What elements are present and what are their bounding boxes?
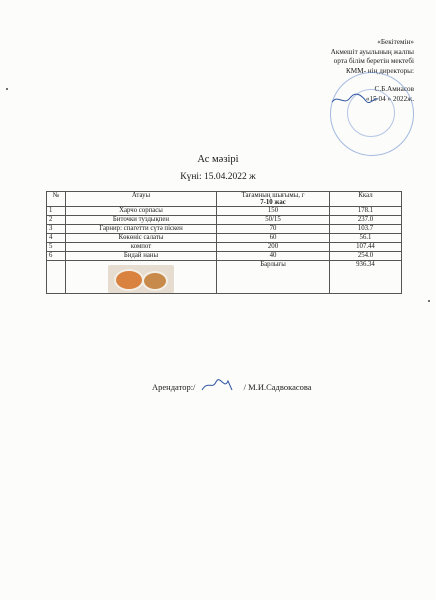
row-name: Биточки туздықпен: [66, 216, 217, 225]
row-amount: 40: [217, 252, 330, 261]
row-name: Харчо сорпасы: [66, 207, 217, 216]
table-row: [47, 234, 402, 243]
food-photo-cell: [66, 261, 217, 294]
row-name: компот: [66, 243, 217, 252]
approval-date: «15 04 » 2022ж.: [365, 94, 414, 103]
row-no: 4: [47, 234, 66, 243]
table-row: [47, 207, 402, 216]
header-kcal: Ккал: [330, 192, 402, 207]
header-name: Атауы: [66, 192, 217, 207]
scan-speck: [6, 88, 8, 90]
row-amount: 150: [217, 207, 330, 216]
row-amount: 60: [217, 234, 330, 243]
row-name: Көкөніс салаты: [66, 234, 217, 243]
header-amount-label: Тағамның шығымы, г: [241, 192, 305, 199]
row-no: 3: [47, 225, 66, 234]
row-name: Бидай наны: [66, 252, 217, 261]
row-kcal: 103.7: [330, 225, 402, 234]
header-age-group: 7-10 жас: [260, 199, 286, 206]
table-row: [47, 243, 402, 252]
official-stamp: [330, 72, 414, 156]
approval-heading: «Бекітемін»: [377, 38, 414, 46]
approval-director-name: С.Б.Амиасов: [374, 85, 414, 94]
table-row: [47, 252, 402, 261]
scan-speck: [428, 300, 430, 302]
tenant-signature-line: [152, 378, 312, 392]
approval-school-line2: орта білім беретін мектебі: [333, 57, 414, 66]
row-amount: 50/15: [217, 216, 330, 225]
total-empty-cell: [47, 261, 66, 294]
table-row: [47, 225, 402, 234]
row-no: 1: [47, 207, 66, 216]
page-title: Ас мәзірі: [197, 154, 239, 165]
total-label: Барлығы: [217, 261, 330, 294]
total-value: 936.34: [330, 261, 402, 294]
total-row: [47, 261, 402, 294]
approval-school-line1: Акмешіт ауылының жалпы: [330, 47, 414, 56]
table-row: [47, 216, 402, 225]
tenant-name: / М.И.Садвокасова: [243, 382, 312, 392]
tenant-signature: [198, 378, 242, 392]
row-no: 5: [47, 243, 66, 252]
row-name: Гарнир: спагетти сүтә піскен: [66, 225, 217, 234]
row-amount: 200: [217, 243, 330, 252]
header-no: №: [47, 192, 66, 207]
row-no: 6: [47, 252, 66, 261]
row-kcal: 56.1: [330, 234, 402, 243]
main-plate-image: [142, 271, 168, 291]
table-header-row: [47, 192, 402, 207]
row-no: 2: [47, 216, 66, 225]
food-photo: [108, 265, 174, 293]
row-kcal: 178.1: [330, 207, 402, 216]
approval-director-title: КММ- нің директоры:: [346, 66, 414, 75]
soup-plate-image: [114, 269, 144, 291]
menu-date: Күні: 15.04.2022 ж: [180, 172, 256, 182]
tenant-label: Арендатор:/: [152, 382, 196, 392]
row-kcal: 237.0: [330, 216, 402, 225]
menu-table: [46, 191, 402, 294]
row-amount: 70: [217, 225, 330, 234]
header-amount: [217, 192, 330, 207]
director-signature: [330, 92, 380, 106]
row-kcal: 107.44: [330, 243, 402, 252]
row-kcal: 254.0: [330, 252, 402, 261]
